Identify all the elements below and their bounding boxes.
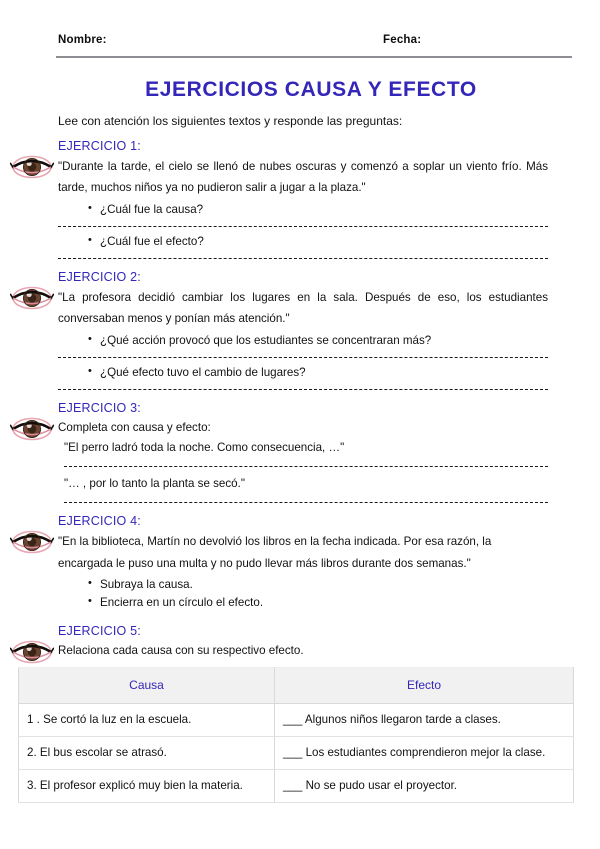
cause-effect-table — [18, 667, 574, 803]
effect-cell[interactable]: ___ No se pudo usar el proyector. — [275, 769, 574, 802]
exercise-3-instruction: Completa con causa y efecto: — [58, 420, 211, 434]
eye-icon — [10, 284, 54, 312]
exercise-1-questions-2 — [58, 233, 548, 251]
exercise-3-label: EJERCICIO 3: — [58, 400, 141, 415]
exercise-4 — [0, 514, 600, 612]
question-item: • ¿Qué efecto tuvo el cambio de lugares? — [88, 364, 548, 382]
answer-line[interactable] — [64, 466, 548, 467]
task-item: • Encierra en un círculo el efecto. — [88, 594, 548, 612]
page-title: EJERCICIOS CAUSA Y EFECTO — [145, 78, 477, 101]
task-item: • Subraya la causa. — [88, 576, 548, 594]
question-item: • ¿Cuál fue el efecto? — [88, 233, 548, 251]
effect-cell[interactable]: ___ Los estudiantes comprendieron mejor la clase. — [275, 736, 574, 769]
answer-line[interactable] — [58, 226, 548, 227]
exercise-1-text: "Durante la tarde, el cielo se llenó de nubes oscuras y comenzó a soplar un viento frío. Más tarde, muchos niños ya no pudieron salir a jugar a la plaza." — [58, 160, 548, 195]
worksheet-header — [28, 0, 572, 64]
eye-icon — [10, 415, 54, 443]
answer-line[interactable] — [64, 502, 548, 503]
table-row — [19, 736, 574, 769]
intro-instruction: Lee con atención los siguientes textos y responde las preguntas: — [58, 114, 403, 128]
eye-icon — [10, 528, 54, 556]
table-row — [19, 703, 574, 736]
answer-line[interactable] — [58, 357, 548, 358]
exercise-1 — [0, 139, 600, 259]
exercise-3-prompt-2: "… , por lo tanto la planta se secó." — [64, 477, 245, 491]
table-row — [19, 769, 574, 802]
header-divider — [56, 56, 572, 58]
exercise-2-text: "La profesora decidió cambiar los lugares en la sala. Después de eso, los estudiantes conversaban menos y ponían más atención." — [58, 290, 548, 326]
exercise-1-questions — [58, 201, 548, 219]
effect-cell[interactable]: ___ Algunos niños llegaron tarde a clases. — [275, 703, 574, 736]
exercise-3-prompt-1: "El perro ladró toda la noche. Como consecuencia, …" — [64, 441, 345, 455]
eye-icon — [10, 638, 54, 666]
fecha-label: Fecha: — [383, 34, 422, 46]
answer-line[interactable] — [58, 389, 548, 390]
exercise-2 — [0, 270, 600, 390]
cause-cell: 2. El bus escolar se atrasó. — [19, 736, 275, 769]
table-header-cause: Causa — [19, 667, 275, 703]
eye-icon — [10, 153, 54, 181]
nombre-label: Nombre: — [58, 34, 107, 46]
exercise-2-questions-2 — [58, 364, 548, 382]
answer-line[interactable] — [58, 258, 548, 259]
table-header-row — [19, 667, 574, 703]
exercise-5 — [0, 624, 600, 661]
exercise-3 — [0, 401, 600, 504]
table-header-effect: Efecto — [275, 667, 574, 703]
exercise-2-questions — [58, 332, 548, 350]
exercise-4-text: "En la biblioteca, Martín no devolvió los libros en la fecha indicada. Por esa razón, la encargada le puso una multa y no pudo llevar más libros durante dos semanas." — [58, 535, 492, 570]
exercise-4-label: EJERCICIO 4: — [58, 514, 141, 529]
exercise-5-instruction: Relaciona cada causa con su respectivo efecto. — [58, 644, 304, 658]
exercise-1-label: EJERCICIO 1: — [58, 139, 141, 153]
exercise-4-tasks — [58, 576, 548, 612]
cause-cell: 1 . Se cortó la luz en la escuela. — [19, 703, 275, 736]
exercise-5-label: EJERCICIO 5: — [58, 624, 141, 639]
question-item: • ¿Qué acción provocó que los estudiantes se concentraran más? — [88, 332, 548, 350]
question-item: • ¿Cuál fue la causa? — [88, 201, 548, 219]
exercise-2-label: EJERCICIO 2: — [58, 269, 141, 284]
cause-cell: 3. El profesor explicó muy bien la materia. — [19, 769, 275, 802]
